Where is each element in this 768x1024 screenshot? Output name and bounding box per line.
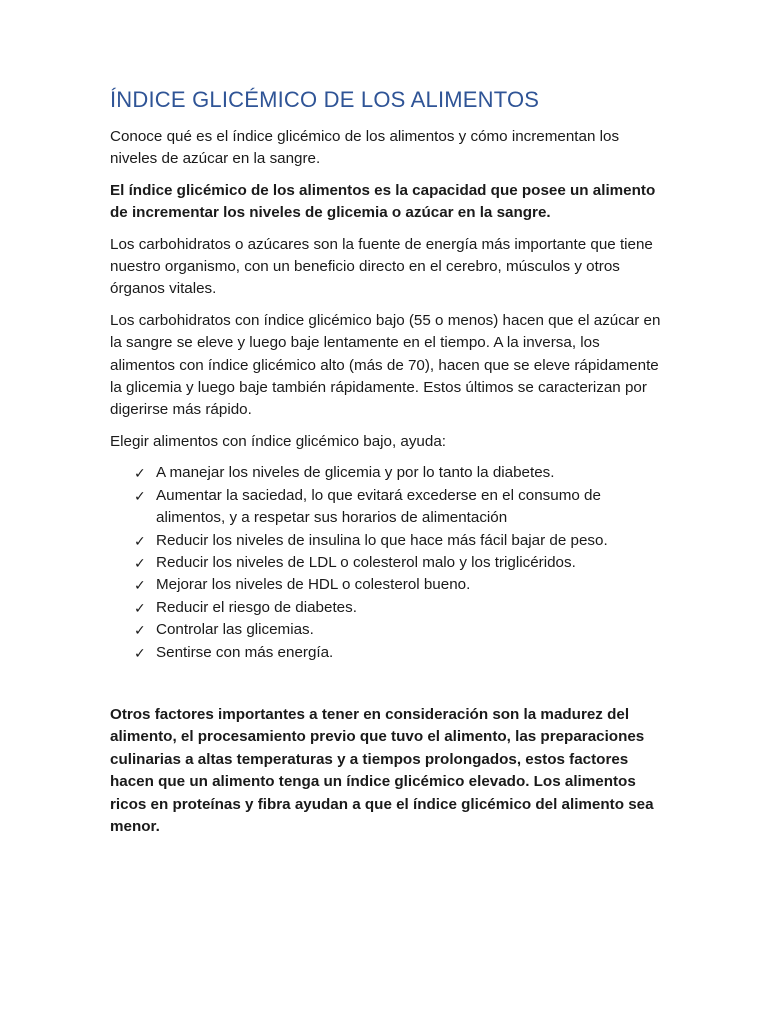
list-item-text: A manejar los niveles de glicemia y por lo tanto la diabetes.: [156, 464, 555, 482]
definition-paragraph: El índice glicémico de los alimentos es la capacidad que posee un alimento de incrementar los niveles de glicemia o azúcar en la sangre.: [110, 181, 656, 222]
list-item-text: Reducir los niveles de LDL o colesterol malo y los triglicéridos.: [156, 553, 576, 571]
list-intro: Elegir alimentos con índice glicémico bajo, ayuda:: [110, 432, 446, 450]
list-item-text: Mejorar los niveles de HDL o colesterol bueno.: [156, 576, 471, 594]
list-item-text: Controlar las glicemias.: [156, 621, 314, 639]
list-item: [134, 574, 668, 596]
benefits-list: [110, 462, 668, 664]
check-mark-icon: ✓: [134, 622, 146, 639]
intro-paragraph: Conoce qué es el índice glicémico de los alimentos y cómo incrementan los niveles de azúcar en la sangre.: [110, 128, 620, 168]
list-item: [134, 619, 668, 641]
check-mark-icon: ✓: [134, 577, 146, 594]
list-item: [134, 530, 668, 552]
document-title: ÍNDICE GLICÉMICO DE LOS ALIMENTOS: [110, 87, 540, 112]
check-mark-icon: ✓: [134, 532, 146, 549]
check-mark-icon: ✓: [134, 644, 146, 661]
check-mark-icon: ✓: [134, 465, 146, 482]
list-item-text: Reducir el riesgo de diabetes.: [156, 598, 357, 616]
check-mark-icon: ✓: [134, 487, 146, 504]
list-item: [134, 597, 668, 619]
list-item: [134, 485, 668, 530]
list-item-text: Aumentar la saciedad, lo que evitará excederse en el consumo de alimentos, y a respetar sus horarios de alimentación: [156, 486, 601, 527]
carbohydrates-paragraph: Los carbohidratos o azúcares son la fuente de energía más importante que tiene nuestro organismo, con un beneficio directo en el cerebro, músculos y otros órganos vitales.: [110, 235, 653, 298]
glycemic-index-paragraph: Los carbohidratos con índice glicémico bajo (55 o menos) hacen que el azúcar en la sangre se eleve y luego baje lentamente en el tiempo. A la inversa, los alimentos con índice glicémico alto (más de 70), hacen que se eleve rápidamente la glicemia y luego baje también rápidamente. Estos últimos se caracterizan por digerirse más rápido.: [110, 311, 661, 419]
closing-paragraph: Otros factores importantes a tener en consideración son la madurez del alimento, el procesamiento previo que tuvo el alimento, las preparaciones culinarias a altas temperaturas y a tiempos prolongados, estos factores hacen que un alimento tenga un índice glicémico elevado. Los alimentos ricos en proteínas y fibra ayudan a que el índice glicémico del alimento sea menor.: [110, 705, 654, 835]
list-item-text: Sentirse con más energía.: [156, 643, 334, 661]
list-item: [134, 642, 668, 664]
list-item: [134, 462, 668, 484]
section-spacer: [110, 664, 668, 704]
list-item: [134, 552, 668, 574]
list-item-text: Reducir los niveles de insulina lo que hace más fácil bajar de peso.: [156, 531, 608, 549]
check-mark-icon: ✓: [134, 599, 146, 616]
check-mark-icon: ✓: [134, 554, 146, 571]
